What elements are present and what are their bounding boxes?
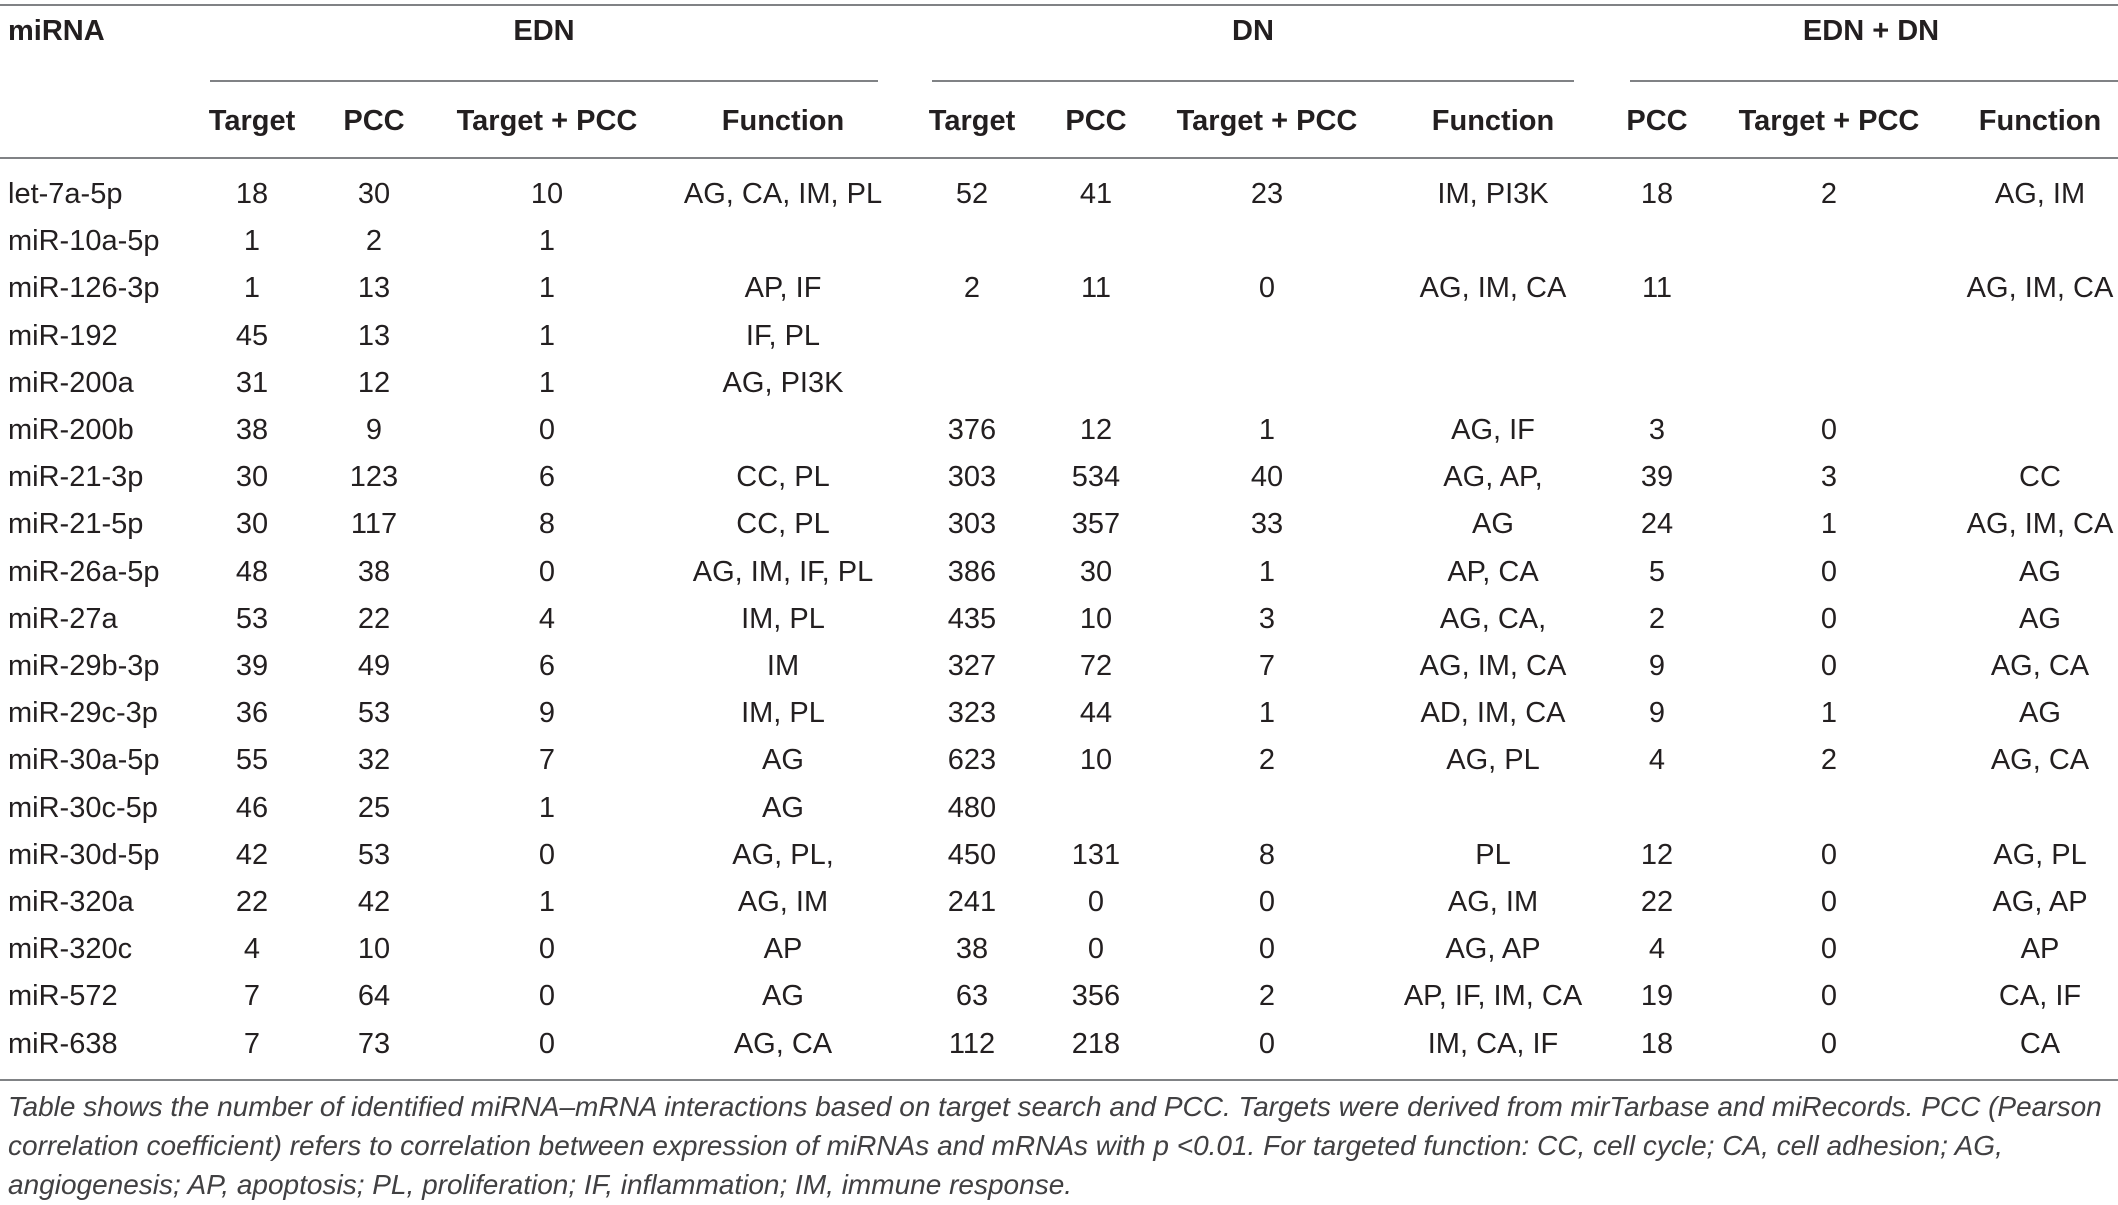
cell-dn-0: 323	[947, 697, 997, 729]
cell-both-2: AG, CA	[1990, 650, 2090, 682]
row-mirna-label: miR-30d-5p	[8, 839, 160, 871]
cell-edn-2: 1	[538, 320, 556, 352]
cell-both-1: 1	[1820, 508, 1838, 540]
cell-edn-2: 7	[538, 744, 556, 776]
column-header-edn-2: Target + PCC	[456, 105, 638, 137]
cell-dn-1: 534	[1071, 461, 1121, 493]
row-mirna-label: miR-192	[8, 320, 118, 352]
cell-dn-3: AG, IM, CA	[1419, 272, 1567, 304]
cell-edn-3: AG	[762, 744, 804, 776]
cell-edn-1: 9	[365, 414, 383, 446]
cell-edn-2: 0	[538, 1028, 556, 1060]
cell-dn-3: AG, IM, CA	[1419, 650, 1567, 682]
row-mirna-label: miR-29c-3p	[8, 697, 158, 729]
cell-both-0: 39	[1640, 461, 1674, 493]
cell-edn-1: 13	[357, 272, 391, 304]
cell-both-0: 9	[1648, 697, 1666, 729]
cell-dn-1: 30	[1079, 556, 1113, 588]
cell-dn-0: 303	[947, 461, 997, 493]
column-header-dn-3: Function	[1431, 105, 1555, 137]
cell-both-2: AP	[2020, 933, 2060, 965]
cell-dn-1: 356	[1071, 980, 1121, 1012]
cell-edn-0: 45	[235, 320, 269, 352]
cell-both-2: CA	[2019, 1028, 2061, 1060]
cell-dn-3: AG, IF	[1451, 414, 1535, 446]
cell-dn-1: 357	[1071, 508, 1121, 540]
header-group-edn: EDN	[513, 15, 575, 47]
cell-dn-3: IM, PI3K	[1437, 178, 1549, 210]
cell-edn-0: 36	[235, 697, 269, 729]
cell-both-2: AG, IM, CA	[1966, 508, 2114, 540]
table-top-rule	[0, 4, 2118, 6]
header-mirna: miRNA	[8, 15, 105, 47]
column-header-both-0: PCC	[1626, 105, 1688, 137]
cell-edn-2: 6	[538, 461, 556, 493]
header-group-dn: DN	[1232, 15, 1274, 47]
cell-dn-3: AG, PL	[1446, 744, 1540, 776]
cell-edn-0: 48	[235, 556, 269, 588]
cell-dn-3: AG, CA,	[1439, 603, 1547, 635]
cell-edn-1: 12	[357, 367, 391, 399]
cell-edn-1: 53	[357, 839, 391, 871]
cell-dn-1: 44	[1079, 697, 1113, 729]
cell-edn-3: AG, IM, IF, PL	[692, 556, 874, 588]
cell-dn-1: 72	[1079, 650, 1113, 682]
cell-edn-0: 1	[243, 225, 261, 257]
cell-edn-1: 32	[357, 744, 391, 776]
cell-dn-2: 1	[1258, 414, 1276, 446]
cell-edn-1: 42	[357, 886, 391, 918]
cell-dn-2: 1	[1258, 697, 1276, 729]
cell-both-1: 1	[1820, 697, 1838, 729]
cell-both-1: 2	[1820, 178, 1838, 210]
cell-edn-3: AP	[763, 933, 803, 965]
row-mirna-label: miR-200a	[8, 367, 134, 399]
cell-edn-3: AG, CA, IM, PL	[683, 178, 883, 210]
cell-edn-2: 1	[538, 272, 556, 304]
cell-edn-2: 0	[538, 414, 556, 446]
cell-edn-3: AG, PL,	[732, 839, 834, 871]
cell-dn-3: AG, IM	[1447, 886, 1539, 918]
column-header-dn-0: Target	[928, 105, 1016, 137]
column-header-dn-1: PCC	[1065, 105, 1127, 137]
cell-edn-1: 38	[357, 556, 391, 588]
cell-edn-1: 53	[357, 697, 391, 729]
table-bottom-rule	[0, 1079, 2118, 1081]
cell-edn-2: 1	[538, 792, 556, 824]
cell-edn-0: 30	[235, 461, 269, 493]
row-mirna-label: miR-30a-5p	[8, 744, 160, 776]
cell-edn-1: 73	[357, 1028, 391, 1060]
cell-edn-3: IM, PL	[741, 697, 825, 729]
row-mirna-label: miR-200b	[8, 414, 134, 446]
cell-edn-0: 7	[243, 980, 261, 1012]
cell-dn-2: 2	[1258, 980, 1276, 1012]
cell-edn-1: 13	[357, 320, 391, 352]
cell-dn-1: 11	[1080, 272, 1112, 304]
column-header-edn-0: Target	[208, 105, 296, 137]
row-mirna-label: miR-126-3p	[8, 272, 160, 304]
cell-edn-0: 38	[235, 414, 269, 446]
cell-edn-3: AG, IM	[737, 886, 829, 918]
cell-dn-0: 241	[947, 886, 997, 918]
cell-edn-0: 30	[235, 508, 269, 540]
cell-edn-3: AG, CA	[733, 1028, 833, 1060]
group-rule-edn	[210, 80, 878, 82]
cell-edn-2: 4	[538, 603, 556, 635]
cell-edn-2: 0	[538, 839, 556, 871]
cell-edn-0: 18	[235, 178, 269, 210]
cell-dn-0: 327	[947, 650, 997, 682]
row-mirna-label: miR-30c-5p	[8, 792, 158, 824]
cell-edn-0: 53	[235, 603, 269, 635]
cell-both-0: 22	[1640, 886, 1674, 918]
cell-both-2: CA, IF	[1998, 980, 2082, 1012]
cell-dn-3: AP, CA	[1447, 556, 1539, 588]
cell-both-1: 0	[1820, 603, 1838, 635]
cell-both-2: AG	[2019, 603, 2061, 635]
row-mirna-label: miR-638	[8, 1028, 118, 1060]
column-header-both-1: Target + PCC	[1738, 105, 1920, 137]
table-footnote: Table shows the number of identified miRNA–mRNA interactions based on target search and PCC. Targets were derived from mirTarbase and miRecords. PCC (Pearson correlation coefficient) refers to correlation between expression of miRNAs and mRNAs with p <0.01. For targeted function: CC, cell cycle; CA, cell adhesion; AG, angiogenesis; AP, apoptosis; PL, proliferation; IF, inflammation; IM, immune response.	[8, 1091, 2102, 1200]
cell-dn-2: 0	[1258, 886, 1276, 918]
cell-edn-2: 6	[538, 650, 556, 682]
cell-edn-2: 0	[538, 980, 556, 1012]
cell-both-1: 0	[1820, 414, 1838, 446]
cell-both-0: 2	[1648, 603, 1666, 635]
cell-dn-0: 63	[955, 980, 989, 1012]
cell-dn-3: AD, IM, CA	[1420, 697, 1566, 729]
cell-edn-3: AG	[762, 980, 804, 1012]
column-header-dn-2: Target + PCC	[1176, 105, 1358, 137]
cell-edn-2: 1	[538, 225, 556, 257]
cell-dn-0: 303	[947, 508, 997, 540]
cell-dn-2: 2	[1258, 744, 1276, 776]
cell-dn-3: AG, AP,	[1443, 461, 1543, 493]
cell-both-2: AG	[2019, 556, 2061, 588]
cell-dn-1: 10	[1079, 744, 1113, 776]
cell-both-1: 0	[1820, 980, 1838, 1012]
row-mirna-label: miR-320a	[8, 886, 134, 918]
cell-both-2: CC	[2019, 461, 2061, 493]
cell-edn-0: 22	[235, 886, 269, 918]
cell-both-2: AG	[2019, 697, 2061, 729]
cell-edn-3: IM, PL	[741, 603, 825, 635]
cell-edn-0: 1	[243, 272, 261, 304]
cell-dn-3: PL	[1475, 839, 1511, 871]
cell-edn-1: 25	[357, 792, 391, 824]
cell-edn-3: AG	[762, 792, 804, 824]
cell-dn-2: 33	[1250, 508, 1284, 540]
cell-edn-3: CC, PL	[736, 508, 830, 540]
row-mirna-label: miR-27a	[8, 603, 118, 635]
cell-dn-2: 8	[1258, 839, 1276, 871]
column-header-both-2: Function	[1978, 105, 2102, 137]
cell-both-0: 24	[1640, 508, 1674, 540]
cell-dn-0: 623	[947, 744, 997, 776]
row-mirna-label: miR-26a-5p	[8, 556, 160, 588]
cell-edn-0: 42	[235, 839, 269, 871]
cell-both-2: AG, AP	[1992, 886, 2088, 918]
row-mirna-label: miR-320c	[8, 933, 133, 965]
cell-edn-1: 49	[357, 650, 391, 682]
cell-dn-2: 40	[1250, 461, 1284, 493]
cell-both-1: 0	[1820, 1028, 1838, 1060]
cell-edn-2: 0	[538, 933, 556, 965]
cell-edn-0: 46	[235, 792, 269, 824]
cell-both-1: 0	[1820, 933, 1838, 965]
row-mirna-label: miR-21-3p	[8, 461, 144, 493]
cell-edn-1: 30	[357, 178, 391, 210]
cell-dn-1: 131	[1071, 839, 1121, 871]
cell-both-2: AG, IM	[1994, 178, 2086, 210]
cell-both-2: AG, PL	[1993, 839, 2087, 871]
cell-dn-1: 12	[1079, 414, 1113, 446]
cell-both-1: 2	[1820, 744, 1838, 776]
cell-dn-0: 435	[947, 603, 997, 635]
cell-both-0: 4	[1648, 933, 1666, 965]
cell-dn-1: 41	[1079, 178, 1113, 210]
cell-edn-3: CC, PL	[736, 461, 830, 493]
cell-both-0: 5	[1648, 556, 1666, 588]
cell-dn-3: AG, AP	[1445, 933, 1541, 965]
cell-both-0: 11	[1641, 272, 1673, 304]
cell-dn-2: 1	[1258, 556, 1276, 588]
cell-both-0: 12	[1640, 839, 1674, 871]
cell-dn-3: IM, CA, IF	[1427, 1028, 1559, 1060]
cell-dn-3: AP, IF, IM, CA	[1403, 980, 1583, 1012]
cell-dn-0: 52	[955, 178, 989, 210]
cell-dn-0: 386	[947, 556, 997, 588]
cell-dn-0: 112	[948, 1028, 996, 1060]
row-mirna-label: miR-572	[8, 980, 118, 1012]
cell-both-0: 18	[1640, 178, 1674, 210]
cell-edn-0: 4	[243, 933, 261, 965]
cell-edn-1: 117	[350, 508, 398, 540]
cell-dn-2: 0	[1258, 272, 1276, 304]
cell-both-1: 3	[1820, 461, 1838, 493]
cell-both-0: 18	[1640, 1028, 1674, 1060]
cell-dn-2: 0	[1258, 933, 1276, 965]
cell-both-0: 4	[1648, 744, 1666, 776]
cell-dn-0: 480	[947, 792, 997, 824]
cell-edn-3: IF, PL	[745, 320, 821, 352]
column-header-edn-1: PCC	[343, 105, 405, 137]
cell-dn-2: 0	[1258, 1028, 1276, 1060]
cell-dn-1: 218	[1071, 1028, 1121, 1060]
cell-both-1: 0	[1820, 886, 1838, 918]
cell-dn-1: 0	[1087, 933, 1105, 965]
row-mirna-label: let-7a-5p	[8, 178, 123, 210]
row-mirna-label: miR-21-5p	[8, 508, 144, 540]
group-rule-edn-dn	[1630, 80, 2118, 82]
cell-both-1: 0	[1820, 556, 1838, 588]
cell-edn-3: AG, PI3K	[722, 367, 844, 399]
row-mirna-label: miR-29b-3p	[8, 650, 160, 682]
cell-edn-2: 0	[538, 556, 556, 588]
cell-both-0: 3	[1648, 414, 1666, 446]
header-bottom-rule	[0, 157, 2118, 159]
cell-both-1: 0	[1820, 650, 1838, 682]
cell-edn-1: 123	[349, 461, 399, 493]
cell-edn-0: 31	[235, 367, 269, 399]
cell-edn-0: 7	[243, 1028, 261, 1060]
cell-both-2: AG, IM, CA	[1966, 272, 2114, 304]
cell-dn-0: 38	[955, 933, 989, 965]
cell-dn-1: 0	[1087, 886, 1105, 918]
cell-both-1: 0	[1820, 839, 1838, 871]
cell-edn-1: 10	[357, 933, 391, 965]
cell-edn-1: 22	[357, 603, 391, 635]
cell-edn-2: 8	[538, 508, 556, 540]
cell-edn-2: 1	[538, 367, 556, 399]
cell-edn-3: AP, IF	[744, 272, 822, 304]
cell-dn-2: 23	[1250, 178, 1284, 210]
cell-both-0: 19	[1640, 980, 1674, 1012]
cell-dn-1: 10	[1079, 603, 1113, 635]
cell-edn-2: 10	[530, 178, 564, 210]
cell-dn-0: 2	[963, 272, 981, 304]
cell-dn-0: 376	[947, 414, 997, 446]
cell-edn-1: 2	[365, 225, 383, 257]
header-group-edn-dn: EDN + DN	[1802, 15, 1940, 47]
cell-dn-3: AG	[1472, 508, 1514, 540]
cell-edn-1: 64	[357, 980, 391, 1012]
cell-dn-2: 7	[1258, 650, 1276, 682]
cell-edn-2: 9	[538, 697, 556, 729]
cell-dn-0: 450	[947, 839, 997, 871]
column-header-edn-3: Function	[721, 105, 845, 137]
row-mirna-label: miR-10a-5p	[8, 225, 160, 257]
cell-edn-2: 1	[538, 886, 556, 918]
cell-edn-0: 39	[235, 650, 269, 682]
cell-edn-0: 55	[235, 744, 269, 776]
cell-dn-2: 3	[1258, 603, 1276, 635]
cell-both-0: 9	[1648, 650, 1666, 682]
cell-edn-3: IM	[766, 650, 800, 682]
group-rule-dn	[932, 80, 1574, 82]
cell-both-2: AG, CA	[1990, 744, 2090, 776]
